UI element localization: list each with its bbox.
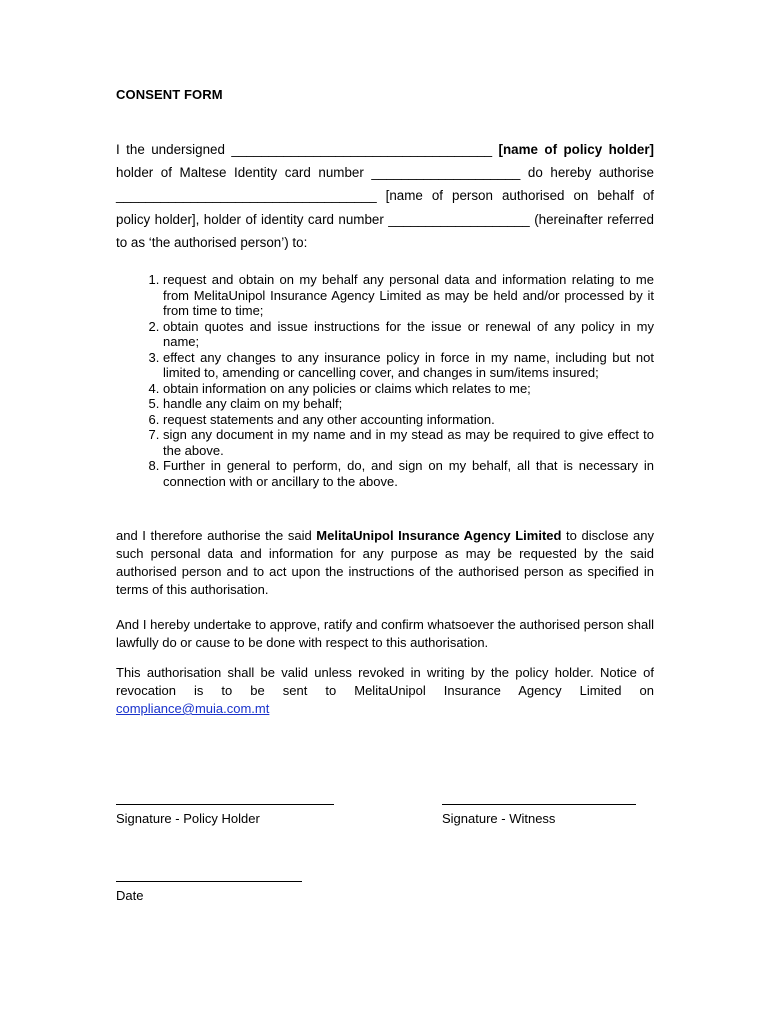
revocation-text: This authorisation shall be valid unless revoked in writing by the policy holder. Notice of revocation is to be sent to MelitaUnipol Insurance Agency Limited on: [116, 665, 654, 698]
intro-text-1: I the undersigned ___________________________________: [116, 142, 499, 157]
authorisation-list: [116, 272, 654, 489]
disclosure-text-1: and I therefore authorise the said: [116, 528, 317, 543]
disclosure-paragraph: [116, 527, 654, 599]
list-item: 7. sign any document in my name and in my stead as may be required to give effect to the above.: [163, 427, 654, 458]
list-item: 4. obtain information on any policies or claims which relates to me;: [163, 381, 654, 397]
intro-text-2: holder of Maltese Identity card number ____________________ do hereby authorise ___________________________________ [name of person authorised on behalf of policy holder], holder of identity card number ___________________ (hereinafter referred to as ‘the authorised person’) to:: [116, 165, 654, 250]
policy-holder-placeholder: [name of policy holder]: [498, 142, 654, 157]
list-item: 8. Further in general to perform, do, and sign on my behalf, all that is necessary in connection with or ancillary to the above.: [163, 458, 654, 489]
list-item: 3. effect any changes to any insurance policy in force in my name, including but not limited to, amending or cancelling cover, and changes in sum/items insured;: [163, 350, 654, 381]
revocation-paragraph: [116, 664, 654, 718]
witness-signature-label: Signature - Witness: [442, 811, 556, 826]
list-item: 2. obtain quotes and issue instructions for the issue or renewal of any policy in my name;: [163, 319, 654, 350]
list-item: 1. request and obtain on my behalf any personal data and information relating to me from MelitaUnipol Insurance Agency Limited as may be held and/or processed by it from time to time;: [163, 272, 654, 319]
date-label: Date: [116, 888, 144, 903]
policy-holder-signature-label: Signature - Policy Holder: [116, 811, 260, 826]
undertaking-paragraph: And I hereby undertake to approve, ratify and confirm whatsoever the authorised person shall lawfully do or cause to be done with respect to this authorisation.: [116, 617, 654, 650]
list-item: 6. request statements and any other accounting information.: [163, 412, 654, 428]
list-item: 5. handle any claim on my behalf;: [163, 396, 654, 412]
company-name: MelitaUnipol Insurance Agency Limited: [316, 528, 562, 543]
form-title: CONSENT FORM: [116, 87, 223, 102]
witness-signature-line[interactable]: [442, 804, 636, 805]
compliance-email-link[interactable]: compliance@muia.com.mt: [116, 701, 270, 716]
policy-holder-signature-line[interactable]: [116, 804, 334, 805]
intro-paragraph: [116, 138, 654, 254]
disclosure-text-2: to disclose any such personal data and information for any purpose as may be requested by the said authorised person and to act upon the instructions of the authorised person as specified in terms of this authorisation.: [116, 528, 654, 597]
date-line[interactable]: [116, 881, 302, 882]
